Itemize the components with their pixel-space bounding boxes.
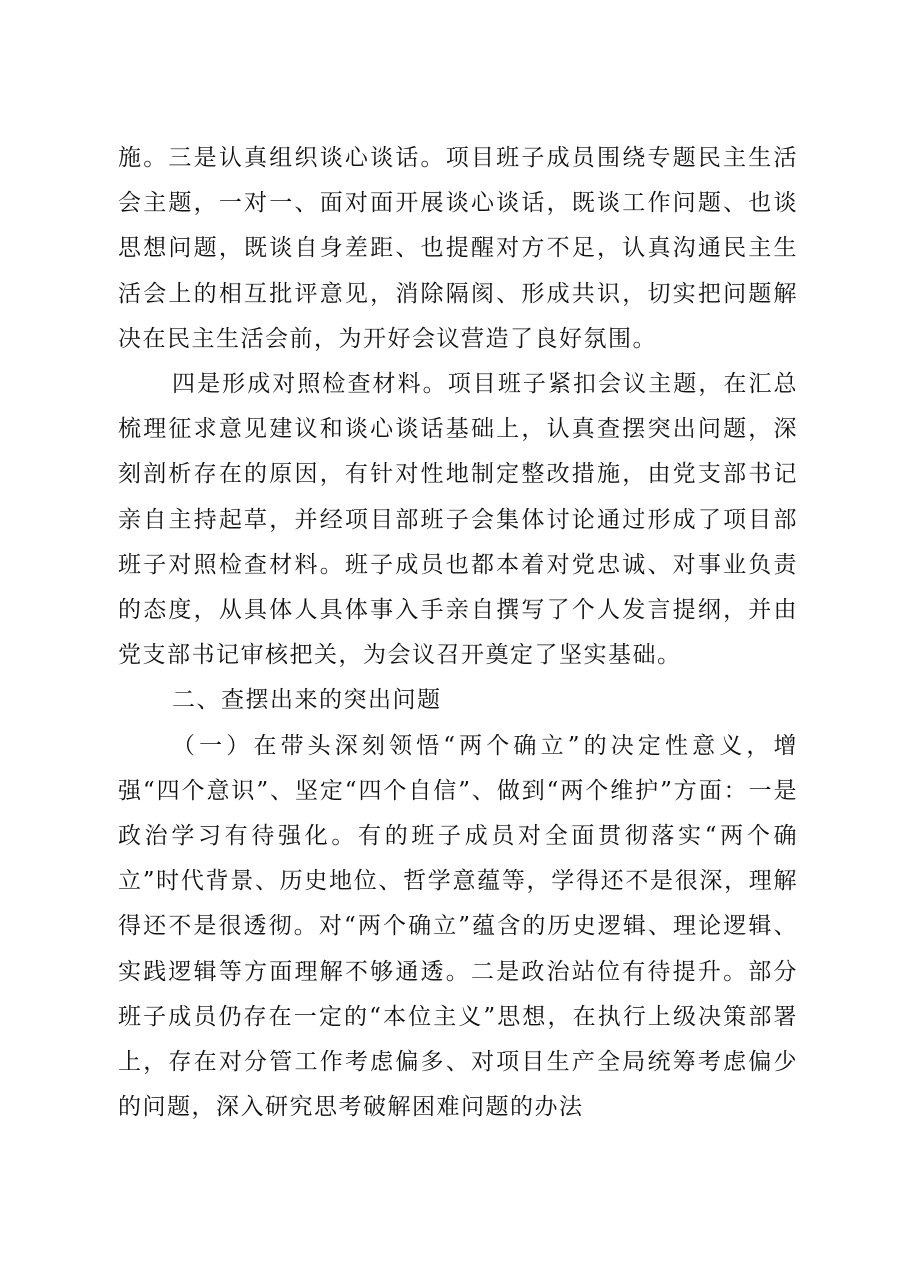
paragraph-problem-one: （一）在带头深刻领悟“两个确立”的决定性意义，增强“四个意识”、坚定“四个自信”、做到“两个维护”方面：一是政治学习有待强化。有的班子成员对全面贯彻落实“两个确立”时代背景、历史地位、哲学意蕴等，学得还不是很深，理解得还不是很透彻。对“两个确立”蕴含的历史逻辑、理论逻辑、实践逻辑等方面理解不够通透。二是政治站位有待提升。部分班子成员仍存在一定的“本位主义”思想，在执行上级决策部署上，存在对分管工作考虑偏多、对项目生产全局统筹考虑偏少的问题，深入研究思考破解困难问题的办法 [118, 732, 798, 1121]
paragraph-talks: 施。三是认真组织谈心谈话。项目班子成员围绕专题民主生活会主题，一对一、面对面开展谈心谈话，既谈工作问题、也谈思想问题，既谈自身差距、也提醒对方不足，认真沟通民主生活会上的相互批评意见，消除隔阂、形成共识，切实把问题解决在民主生活会前，为开好会议营造了良好氛围。 [118, 145, 798, 352]
paragraph-review-materials: 四是形成对照检查材料。项目班子紧扣会议主题，在汇总梳理征求意见建议和谈心谈话基础上，认真查摆突出问题，深刻剖析存在的原因，有针对性地制定整改措施，由党支部书记亲自主持起草，并经项目部班子会集体讨论通过形成了项目部班子对照检查材料。班子成员也都本着对党忠诚、对事业负责的态度，从具体人具体事入手亲自撰写了个人发言提纲，并由党支部书记审核把关，为会议召开奠定了坚实基础。 [118, 371, 798, 669]
section-heading-problems: 二、查摆出来的突出问题 [172, 687, 442, 714]
document-body [118, 136, 798, 1130]
